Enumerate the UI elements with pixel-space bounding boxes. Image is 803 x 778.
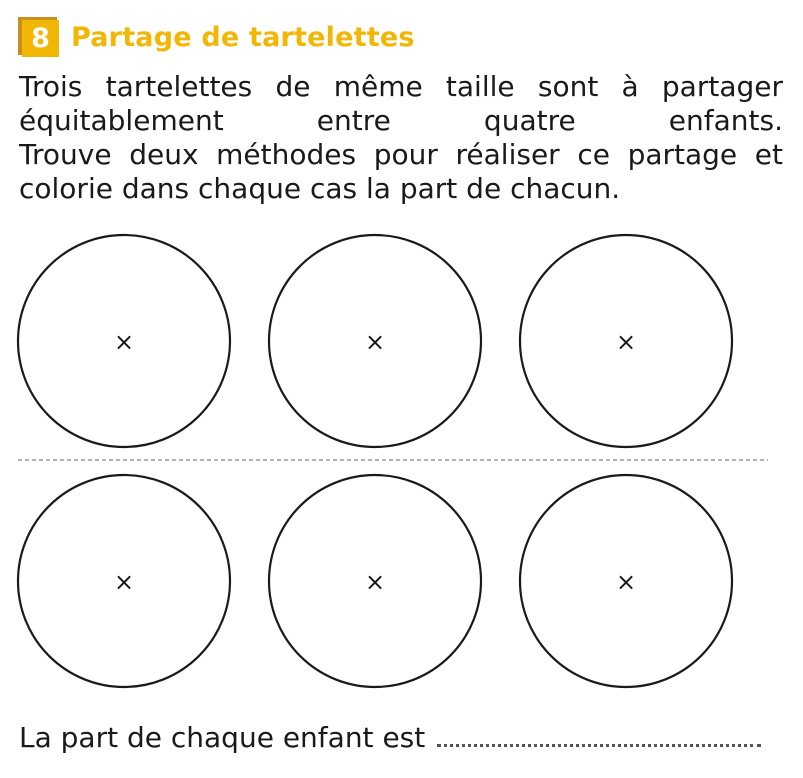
method-2-row <box>18 475 732 687</box>
center-mark: × <box>113 328 135 356</box>
answer-label: La part de chaque enfant est <box>19 721 426 754</box>
answer-line <box>19 718 761 758</box>
center-mark: × <box>615 328 637 356</box>
center-mark: × <box>364 328 386 356</box>
center-mark: × <box>615 568 637 596</box>
exercise-title: Partage de tartelettes <box>71 21 415 53</box>
method-1-row <box>18 235 732 447</box>
instructions-line-2: équitablement entre quatre enfants. <box>19 104 783 137</box>
instructions-line-1: Trois tartelettes de même taille sont à partager <box>19 70 783 103</box>
exercise-number: 8 <box>22 20 59 57</box>
answer-blank[interactable] <box>437 722 761 747</box>
center-mark: × <box>113 568 135 596</box>
center-mark: × <box>364 568 386 596</box>
instructions-line-4: colorie dans chaque cas la part de chacun. <box>19 172 621 205</box>
instructions-line-3: Trouve deux méthodes pour réaliser ce partage et <box>19 138 783 171</box>
